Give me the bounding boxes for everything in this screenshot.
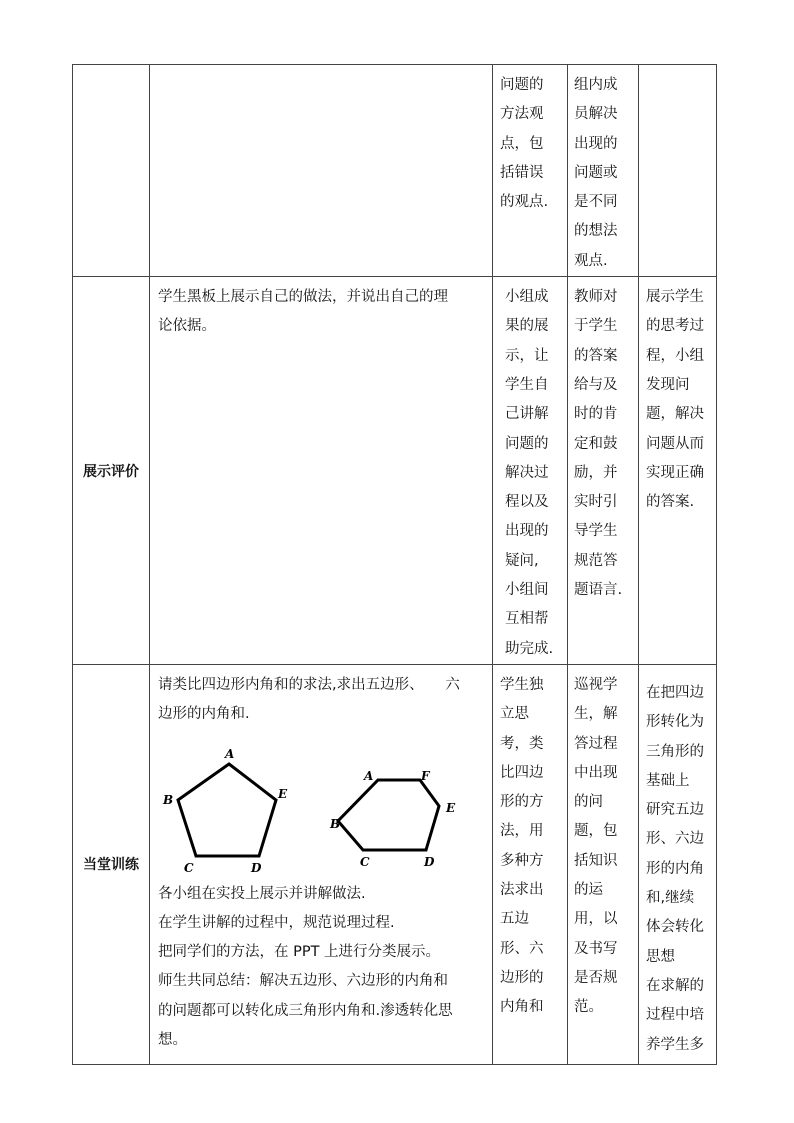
text-line: 研究五边 [646, 802, 704, 819]
text-line: 是不同 [574, 194, 618, 211]
text-line: 问题从而 [646, 435, 704, 452]
text-line: 的运 [574, 882, 603, 899]
stage-label: 当堂训练 [73, 664, 150, 1064]
text-line: 边形的 [500, 969, 544, 986]
label-d: D [251, 860, 262, 875]
text-line: 养学生多 [646, 1036, 704, 1053]
text-line: 问题或 [574, 164, 618, 181]
label-a: A [364, 768, 374, 783]
activity-cell [150, 664, 493, 1064]
pentagon-figure [162, 747, 288, 875]
text-line: 思想 [646, 948, 675, 965]
text-line: 过程中培 [646, 1007, 704, 1024]
text-line: 师生共同总结：解决五边形、六边形的内角和 [158, 973, 448, 990]
text-line: 题语言. [574, 582, 623, 599]
text-line: 及书写 [574, 940, 618, 957]
table-row [73, 664, 717, 1064]
text-line: 和,继续 [646, 890, 695, 907]
table-row [73, 65, 717, 277]
text-line: 答过程 [574, 735, 618, 752]
text-line: 程，小组 [646, 347, 704, 364]
text-line: 考，类 [500, 735, 544, 752]
text-line: 的思考过 [646, 318, 704, 335]
table-row [73, 277, 717, 665]
text-line: 问题的 [500, 77, 544, 93]
label-e: E [446, 800, 456, 815]
text-line: 内角和 [500, 999, 544, 1016]
text-line: 问题的 [505, 435, 549, 452]
text-line: 的想法 [574, 223, 618, 240]
text-line: 解决过 [505, 464, 549, 481]
label-b: B [330, 816, 341, 831]
text-line: 的问 [574, 794, 603, 811]
text-line: 比四边 [500, 764, 544, 781]
text-line: 在把四边 [646, 684, 704, 701]
text-line: 员解决 [574, 106, 618, 123]
label-c: C [184, 860, 194, 875]
label-f: F [421, 768, 430, 783]
text-line: 题，解决 [646, 406, 704, 423]
text-line: 给与及 [574, 376, 618, 393]
activity-cell [150, 277, 493, 665]
text-line: 方法观 [500, 106, 544, 123]
text-line: 出现的 [505, 523, 549, 540]
text-line: 点，包 [500, 135, 544, 152]
text-line: 实现正确 [646, 464, 704, 481]
text-line: 巡视学 [574, 676, 618, 693]
text-line: 法求出 [500, 882, 544, 899]
text-line: 程以及 [505, 494, 549, 511]
text-line: 己讲解 [505, 406, 549, 423]
design-intent-cell [639, 664, 717, 1064]
text-line: 互相帮 [505, 611, 549, 628]
text-line: 时的肯 [574, 406, 618, 423]
text-line: 三角形的 [646, 743, 704, 760]
text-line: 形转化为 [646, 714, 704, 731]
text-line: 组内成 [574, 77, 618, 93]
label-b: B [163, 792, 174, 807]
activity-cell [150, 65, 493, 277]
polygon-figures [158, 730, 484, 880]
text-line: 在学生讲解的过程中，规范说理过程. [158, 914, 395, 931]
text-line: 边形的内角和. [158, 706, 250, 723]
text-line: 学生黑板上展示自己的做法，并说出自己的理 [158, 289, 448, 306]
text-line: 想。 [158, 1032, 187, 1049]
text-line: 疑问, [505, 552, 539, 569]
hexagon-figure [329, 769, 456, 869]
text-line: 实时引 [574, 494, 618, 511]
student-activity-cell [493, 65, 568, 277]
text-line: 观点. [574, 252, 608, 269]
text-line: 的答案. [646, 494, 695, 511]
text-line: 果的展 [505, 318, 549, 335]
teacher-activity-cell [568, 664, 639, 1064]
text-line: 各小组在实投上展示并讲解做法. [158, 885, 366, 902]
text-line: 在求解的 [646, 977, 704, 994]
text-line: 的观点. [500, 194, 549, 211]
text-line: 规范答 [574, 552, 618, 569]
text-line: 形、六 [500, 940, 544, 957]
text-line: 体会转化 [646, 919, 704, 936]
text-line: 题，包 [574, 823, 618, 840]
text-line: 形的内角 [646, 860, 704, 877]
text-line: 励，并 [574, 464, 618, 481]
label-a: A [225, 746, 235, 761]
text-line: 请类比四边形内角和的求法,求出五边形、 六 [158, 676, 460, 693]
text-line: 论依据。 [158, 318, 216, 335]
design-intent-cell [639, 65, 717, 277]
text-line: 括错误 [500, 164, 544, 181]
lesson-plan-table [72, 64, 717, 1065]
text-line: 多种方 [500, 852, 544, 869]
hexagon [338, 780, 439, 850]
teacher-activity-cell [568, 65, 639, 277]
text-line: 助完成. [505, 640, 554, 657]
student-activity-cell [493, 664, 568, 1064]
text-line: 出现的 [574, 135, 618, 152]
text-line: 法，用 [500, 823, 544, 840]
text-line: 范。 [574, 999, 603, 1016]
text-line: 生，解 [574, 706, 618, 723]
pentagon [178, 764, 276, 856]
text-line: 小组成 [505, 289, 549, 306]
text-line: 定和鼓 [574, 435, 618, 452]
text-line: 五边 [500, 911, 529, 928]
label-c: C [360, 854, 370, 869]
text-line: 小组间 [505, 582, 549, 599]
text-line: 学生独 [500, 676, 544, 693]
text-line: 示，让 [505, 347, 549, 364]
text-line: 的问题都可以转化成三角形内角和.渗透转化思 [158, 1002, 453, 1019]
label-d: D [424, 854, 435, 869]
label-e: E [278, 786, 288, 801]
text-line: 基础上 [646, 772, 690, 789]
design-intent-cell [639, 277, 717, 665]
teacher-activity-cell [568, 277, 639, 665]
text-line: 展示学生 [646, 289, 704, 306]
text-line: 形的方 [500, 794, 544, 811]
text-line: 把同学们的方法，在 PPT 上进行分类展示。 [158, 944, 441, 961]
student-activity-cell [493, 277, 568, 665]
text-line: 学生自 [505, 376, 549, 393]
text-line: 是否规 [574, 969, 618, 986]
text-line: 中出现 [574, 764, 618, 781]
text-line: 发现问 [646, 376, 690, 393]
text-line: 于学生 [574, 318, 618, 335]
stage-label: 展示评价 [73, 277, 150, 665]
stage-cell [73, 65, 150, 277]
text-line: 导学生 [574, 523, 618, 540]
text-line: 教师对 [574, 289, 618, 306]
text-line: 用，以 [574, 911, 618, 928]
text-line: 的答案 [574, 347, 618, 364]
text-line: 括知识 [574, 852, 618, 869]
text-line: 形、六边 [646, 831, 704, 848]
text-line: 立思 [500, 706, 529, 723]
